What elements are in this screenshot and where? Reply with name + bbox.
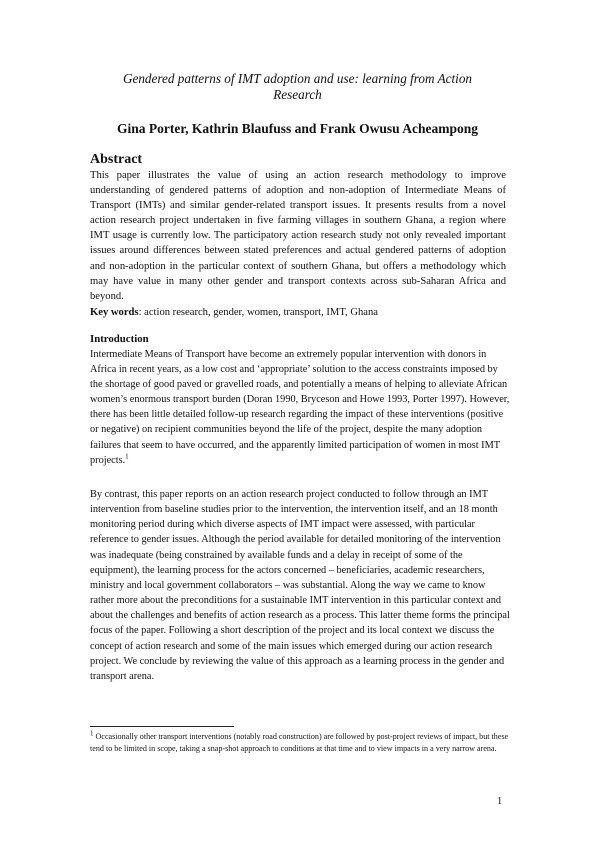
footnote-number: 1 [90,729,94,738]
footnote [90,731,510,755]
abstract-text: This paper illustrates the value of using an action research methodology to improve understanding of gendered patterns of adoption and non-adoption of Intermediate Means of Transport (IMTs) and similar gender-related transport issues. It presents results from a novel action research project undertaken in five farming villages in southern Ghana, a region where IMT usage is currently low. The participatory action research study not only revealed important issues around differences between stated preferences and actual gendered patterns of adoption and non-adoption in the particular context of southern Ghana, but offers a methodology which may have value in many other gender and transport contexts across sub-Saharan Africa and beyond. [90,170,506,302]
keywords-text: : action research, gender, women, transport, IMT, Ghana [138,307,378,318]
footnote-divider [90,726,234,727]
keywords-label: Key words [90,307,139,318]
keywords-line [90,305,506,320]
page-number: 1 [497,796,503,807]
introduction-paragraph-2: By contrast, this paper reports on an action research project conducted to follow through an IMT intervention from baseline studies prior to the intervention, the intervention itself, and an 18 month monitoring period during which diverse aspects of IMT impact were assessed, with particular reference to gender issues. Although the period available for detailed monitoring of the intervention was inadequate (being constrained by available funds and a delay in receipt of some of the equipment), the learning process for the actors concerned – beneficiaries, academic researchers, ministry and local government collaborators – was substantial. Along the way we came to know rather more about the preconditions for a sustainable IMT intervention in this particular context and about the challenges and benefits of action research as a process. This latter theme forms the principal focus of the paper. Following a short description of the project and its local context we discuss the concept of action research and some of the main issues which emerged during our action research project. We conclude by reviewing the value of this approach as a learning process in the gender and transport arena. [90,489,510,682]
paragraph-1-text: Intermediate Means of Transport have become an extremely popular intervention with donors in Africa in recent years, as a low cost and ‘appropriate’ solution to the access constraints imposed by the shortage of good paved or gravelled roads, and potentially a means of helping to alleviate African women’s enormous transport burden (Doran 1990, Bryceson and Howe 1993, Porter 1997). However, there has been little detailed follow-up research regarding the impact of these interventions (positive or negative) on recipient communities beyond the life of the project, despite the many adoption failures that seem to have occurred, and the apparently limited participation of women in most IMT projects. [90,349,510,466]
paper-title: Gendered patterns of IMT adoption and use: learning from Action Research [122,71,473,102]
abstract-heading: Abstract [90,152,143,167]
author-list: Gina Porter, Kathrin Blaufuss and Frank Owusu Acheampong [116,121,479,136]
footnote-reference: 1 [125,452,129,461]
footnote-text: Occasionally other transport interventions (notably road construction) are followed by post-project reviews of impact, but these tend to be limited in scope, taking a snap-shot approach to conditions at that time and to view impacts in a very narrow arena. [90,732,509,754]
introduction-paragraph-1 [90,347,510,468]
introduction-heading: Introduction [90,333,149,345]
